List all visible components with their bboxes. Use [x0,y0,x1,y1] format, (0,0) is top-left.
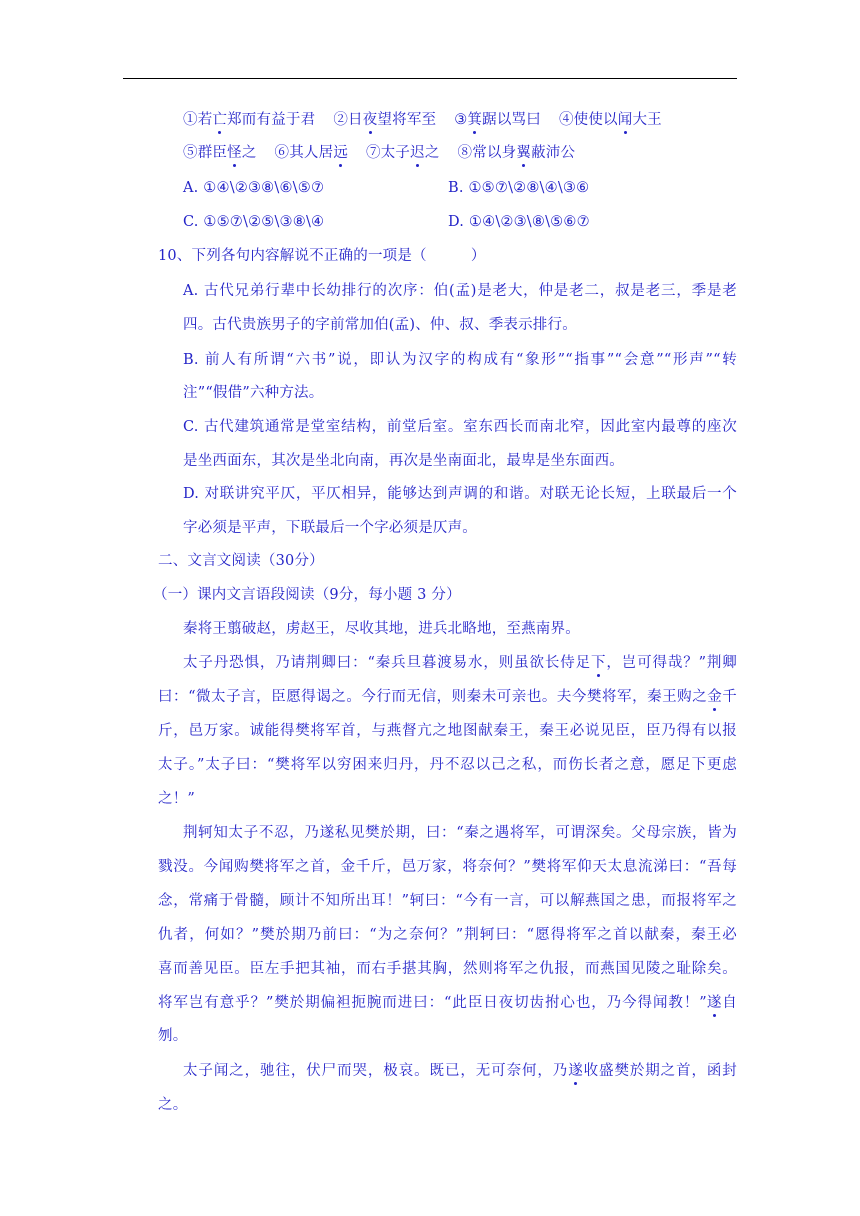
q9-item: ④使使以闻大王 [558,112,662,128]
passage-line: 荆轲知太子不忍，乃遂私见樊於期，曰：“秦之遇将军，可谓深矣。父母宗族，皆为 [183,825,737,841]
section-subtitle: （一）课内文言语段阅读（9分，每小题 3 分） [153,587,461,603]
q9-item: ⑤群臣怪之 [183,145,257,161]
q9-item: ②日夜望将军至 [333,112,437,128]
q9-row-2 [183,143,593,163]
q9-option-c: C. ①⑤⑦\②⑤\③⑧\④ [183,214,325,230]
passage-line: 念，常痛于骨髓，顾计不知所出耳！”轲曰：“今有一言，可以解燕国之患，而报将军之 [158,893,737,909]
q9-item: ⑥其人居远 [274,145,349,161]
q9-option-b: B. ①⑤⑦\②⑧\④\③⑥ [448,180,590,196]
passage-line: 斤，邑万家。诚能得樊将军首，与燕督亢之地图献秦王，秦王必说见臣，臣乃得有以报 [158,723,737,739]
q9-item: ①若亡郑而有益于君 [183,112,316,128]
passage-line: 太子闻之，驰往，伏尸而哭，极哀。既已，无可奈何，乃遂收盛樊於期之首，函封 [183,1063,738,1079]
passage-line: 太子。”太子曰：“樊将军以穷困来归丹，丹不忍以己之私，而伤长者之意，愿足下更虑 [158,757,737,773]
passage-line: 之。 [158,1097,188,1113]
passage-line: 刎。 [158,1028,188,1044]
passage-line: 仇者，何如？”樊於期乃前曰：“为之奈何？”荆轲曰：“愿得将军之首以献秦，秦王必 [158,927,737,943]
passage-line: 将军岂有意乎？”樊於期偏袒扼腕而进曰：“此臣日夜切齿拊心也，乃今得闻教！”遂自 [158,995,738,1011]
q9-item: ③箕踞以骂曰 [454,112,541,128]
passage-line: 太子丹恐惧，乃请荆卿曰：“秦兵旦暮渡易水，则虽欲长侍足下，岂可得哉？”荆卿 [183,655,737,671]
q10-option-c-line2: 是坐西面东，其次是坐北向南，再次是坐南面北，最卑是坐东面西。 [183,453,624,469]
q10-option-b-line2: 注”“假借”六种方法。 [183,385,324,401]
passage-line: 戮没。今闻购樊将军之首，金千斤，邑万家，将奈何？”樊将军仰天太息流涕曰：“吾每 [158,859,737,875]
header-rule [123,78,737,79]
q10-stem: 10、下列各句内容解说不正确的一项是（ ） [158,248,486,264]
q10-option-a-line2: 四。古代贵族男子的字前常加伯(孟)、仲、叔、季表示排行。 [183,317,577,333]
q9-item: ⑦太子迟之 [366,145,440,161]
q10-option-d-line1: D. 对联讲究平仄，平仄相异，能够达到声调的和谐。对联无论长短，上联最后一个 [183,486,737,502]
section-title: 二、文言文阅读（30分） [158,553,324,569]
q10-option-c-line1: C. 古代建筑通常是堂室结构，前堂后室。室东西长而南北窄，因此室内最尊的座次 [183,419,737,435]
passage-paragraph-1: 秦将王翦破赵，虏赵王，尽收其地，进兵北略地，至燕南界。 [183,621,580,637]
q9-option-a: A. ①④\②③⑧\⑥\⑤⑦ [183,180,325,196]
passage-line: 曰：“微太子言，臣愿得谒之。今行而无信，则秦未可亲也。夫今樊将军，秦王购之金千 [158,689,738,705]
q10-option-d-line2: 字必须是平声，下联最后一个字必须是仄声。 [183,520,477,536]
passage-line: 喜而善见臣。臣左手把其袖，而右手揕其胸，然则将军之仇报，而燕国见陵之耻除矣。 [158,961,737,977]
q9-row-1 [183,110,680,130]
q10-option-b-line1: B. 前人有所谓“六书”说，即认为汉字的构成有“象形”“指事”“会意”“形声”“转 [183,352,737,368]
passage-line: 之！” [158,791,196,807]
q9-item: ⑧常以身翼蔽沛公 [457,145,576,161]
q10-option-a-line1: A. 古代兄弟行辈中长幼排行的次序：伯(孟)是老大，仲是老二，叔是老三，季是老 [183,283,737,299]
q9-option-d: D. ①④\②③\⑧\⑤⑥⑦ [448,214,590,230]
